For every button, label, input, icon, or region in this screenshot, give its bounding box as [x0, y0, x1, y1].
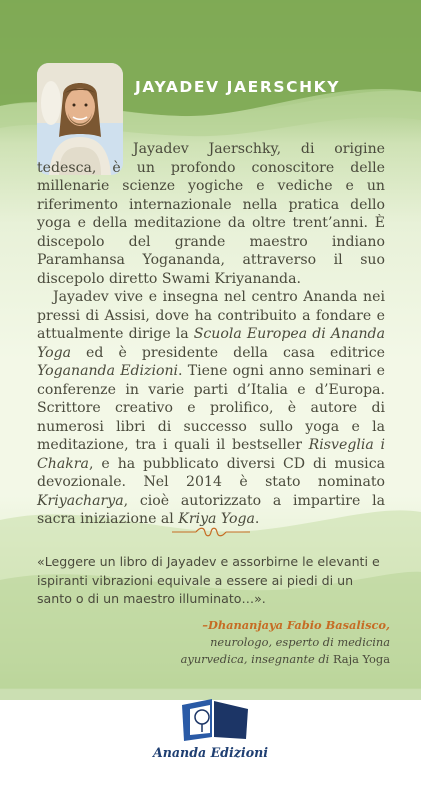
- bio-book-title: Risveglia i Chakra: [37, 437, 385, 472]
- ananda-edizioni-logo-icon: [178, 697, 250, 743]
- bio-school-name: Scuola Europea di Ananda Yoga: [37, 326, 385, 361]
- testimonial-quote: «Leggere un libro di Jayadev e assorbirne le elevanti e ispiranti vibrazioni equivale a essere ai piedi di un santo o di un maestro illuminato…».: [37, 554, 380, 606]
- bio-text: Jayadev vive e insegna nel centro Ananda nei pressi di Assisi, dove ha contribuito a fondare e attualmente dirige la: [37, 289, 385, 342]
- testimonial-attribution: [150, 617, 390, 668]
- bio-paragraph-2: [37, 288, 385, 529]
- author-bio: [37, 140, 385, 529]
- bio-text: . Tiene ogni anno seminari e conferenze in varie parti d’Italia e d’Europa. Scrittore creativo e prolifico, è autore di numerosi libri di successo sullo yoga e la meditazione, tra i quali il bestseller: [37, 363, 385, 453]
- bio-honorific: Kriyacharya: [37, 492, 124, 509]
- bio-text: .: [254, 511, 260, 527]
- attribution-role: neurologo, esperto di medicina ayurvedica, insegnante: [180, 635, 390, 666]
- bio-kriya-yoga: Kriya Yoga: [178, 511, 255, 527]
- author-name: JAYADEV JAERSCHKY: [135, 78, 341, 96]
- ornament-divider-icon: [172, 527, 250, 537]
- bio-text: , e ha pubblicato diversi CD di musica devozionale. Nel 2014 è stato nominato: [37, 455, 385, 490]
- attribution-subject: Raja Yoga: [329, 652, 390, 666]
- attribution-di: di: [318, 652, 330, 666]
- bio-paragraph-1: Jayadev Jaerschky, di origine tedesca, è un profondo conoscitore delle millenarie scienze yogiche e vediche e un riferimento internazionale nella pratica dello yoga e della meditazione da oltre trent’anni. È discepolo del grande maestro indiano Paramhansa Yogananda, attraverso il suo discepolo diretto Swami Kriyananda.: [37, 141, 385, 287]
- bio-publisher-name: Yogananda Edizioni: [37, 363, 179, 379]
- attribution-name: –Dhananjaya Fabio Basalisco,: [202, 618, 390, 632]
- publisher-name: Ananda Edizioni: [152, 745, 269, 760]
- bio-text: ed è presidente della casa editrice: [71, 344, 385, 361]
- bio-text: , cioè autorizzato a impartire la sacra iniziazione al: [37, 492, 385, 527]
